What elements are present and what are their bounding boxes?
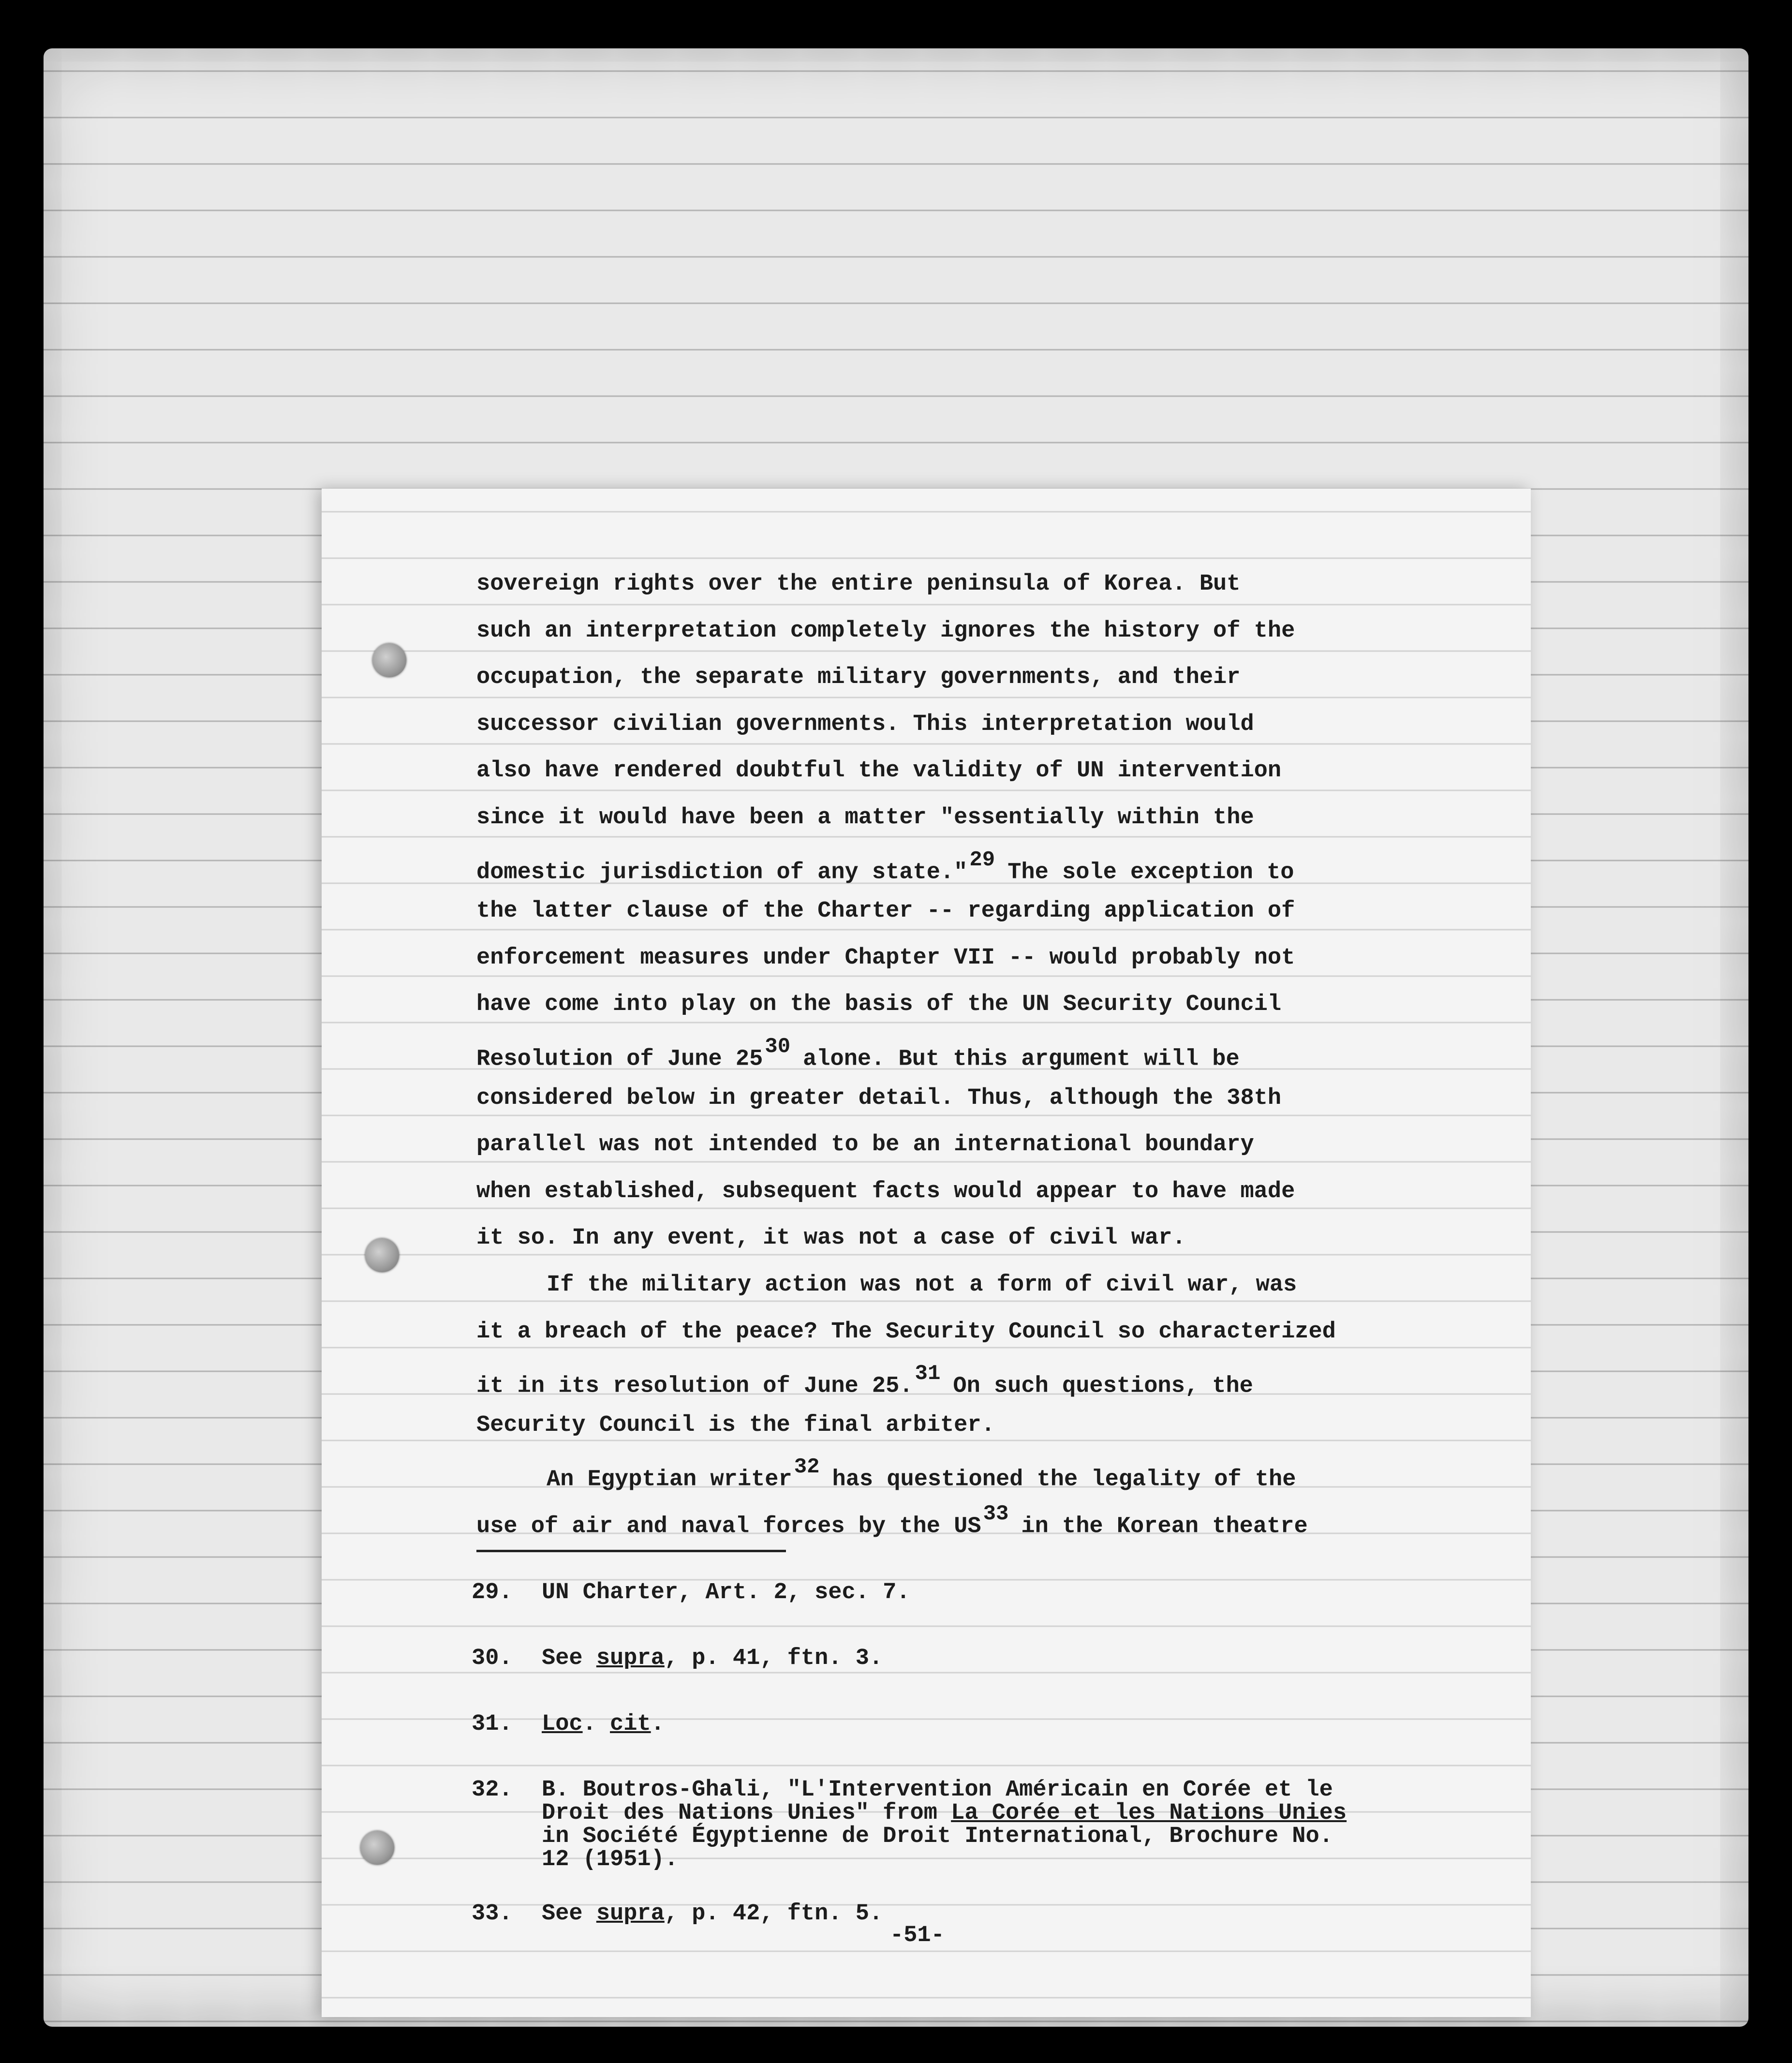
text-line: it so. In any event, it was not a case of civil war. <box>476 1225 1186 1251</box>
body-text <box>476 561 1395 1542</box>
underlined-term: Loc <box>542 1711 583 1737</box>
text-segment: Droit des Nations Unies" from <box>542 1800 951 1826</box>
footnote-line <box>542 1802 1347 1825</box>
text-line: successor civilian governments. This interpretation would <box>476 711 1254 737</box>
footnote-divider <box>476 1550 786 1552</box>
text-line: parallel was not intended to be an international boundary <box>476 1132 1254 1158</box>
footnote-ref-29: 29 <box>969 847 995 872</box>
underlined-term: cit <box>610 1711 651 1737</box>
underlined-term: supra <box>596 1646 665 1671</box>
text-line: the latter clause of the Charter -- regarding application of <box>476 898 1295 924</box>
footnote-line: in Société Égyptienne de Droit International, Brochure No. <box>542 1824 1333 1849</box>
text-segment: alone. But this argument will be <box>803 1046 1240 1072</box>
footnote-number: 33. <box>472 1901 513 1927</box>
text-line <box>476 1496 1395 1543</box>
text-segment: . <box>651 1711 665 1737</box>
text-segment: See <box>542 1901 596 1927</box>
text-segment: Resolution of June 25 <box>476 1046 763 1072</box>
text-line: since it would have been a matter "essentially within the <box>476 804 1254 831</box>
text-line: enforcement measures under Chapter VII -- would probably not <box>476 945 1295 971</box>
footnote-number: 30. <box>472 1646 513 1671</box>
text-segment: . <box>582 1711 610 1737</box>
footnote-ref-32: 32 <box>794 1455 820 1480</box>
footnote-line: 12 (1951). <box>542 1847 679 1872</box>
footnote-text <box>542 1891 883 1937</box>
footnote-number: 32. <box>472 1777 513 1803</box>
footnote-text <box>542 1635 883 1682</box>
text-line: occupation, the separate military governments, and their <box>476 665 1241 691</box>
text-line: it a breach of the peace? The Security Council so characterized <box>476 1319 1336 1345</box>
footnote-line: B. Boutros-Ghali, "L'Intervention Américain en Corée et le <box>542 1777 1333 1803</box>
text-segment: An Egyptian writer <box>547 1467 792 1493</box>
underlined-title: La Corée et les Nations Unies <box>951 1800 1347 1826</box>
punch-hole <box>360 1831 394 1865</box>
text-segment: has questioned the legality of the <box>832 1467 1296 1493</box>
footnote-31 <box>472 1701 1415 1748</box>
text-line: also have rendered doubtful the validity of UN intervention <box>476 758 1282 784</box>
text-line <box>476 842 1395 889</box>
text-line <box>476 1355 1395 1402</box>
text-segment: , p. 41, ftn. 3. <box>664 1646 883 1671</box>
text-line: such an interpretation completely ignores the history of the <box>476 618 1295 644</box>
text-segment: See <box>542 1646 596 1671</box>
footnote-ref-31: 31 <box>915 1362 941 1386</box>
text-segment: , p. 42, ftn. 5. <box>664 1901 883 1927</box>
text-segment: The sole exception to <box>1007 860 1294 886</box>
footnote-text: UN Charter, Art. 2, sec. 7. <box>542 1580 910 1605</box>
footnote-text <box>542 1767 1347 1871</box>
text-line: have come into play on the basis of the UN Security Council <box>476 992 1282 1018</box>
text-segment: use of air and naval forces by the US <box>476 1514 981 1540</box>
text-line <box>476 1449 1395 1496</box>
punch-hole <box>365 1238 399 1272</box>
text-segment: it in its resolution of June 25. <box>476 1373 913 1399</box>
footnote-number: 29. <box>472 1580 513 1605</box>
text-line <box>476 1028 1395 1075</box>
text-segment: domestic jurisdiction of any state." <box>476 860 968 886</box>
footnote-29 <box>472 1570 1415 1616</box>
text-line: If the military action was not a form of civil war, was <box>547 1272 1297 1298</box>
underlined-term: supra <box>596 1901 665 1927</box>
footnotes <box>472 1570 1415 1957</box>
footnote-ref-30: 30 <box>765 1034 791 1059</box>
footnote-text <box>542 1701 665 1748</box>
page-number: -51- <box>890 1923 945 1948</box>
text-line: considered below in greater detail. Thus, although the 38th <box>476 1085 1282 1111</box>
text-segment: in the Korean theatre <box>1021 1514 1308 1540</box>
text-segment: On such questions, the <box>953 1373 1253 1399</box>
footnote-30 <box>472 1635 1415 1682</box>
text-line: sovereign rights over the entire peninsula of Korea. But <box>476 571 1241 597</box>
text-line: Security Council is the final arbiter. <box>476 1412 995 1438</box>
footnote-number: 31. <box>472 1711 513 1737</box>
punch-hole <box>372 643 406 677</box>
footnote-ref-33: 33 <box>983 1501 1009 1526</box>
text-line: when established, subsequent facts would appear to have made <box>476 1178 1295 1204</box>
footnote-32 <box>472 1767 1415 1871</box>
